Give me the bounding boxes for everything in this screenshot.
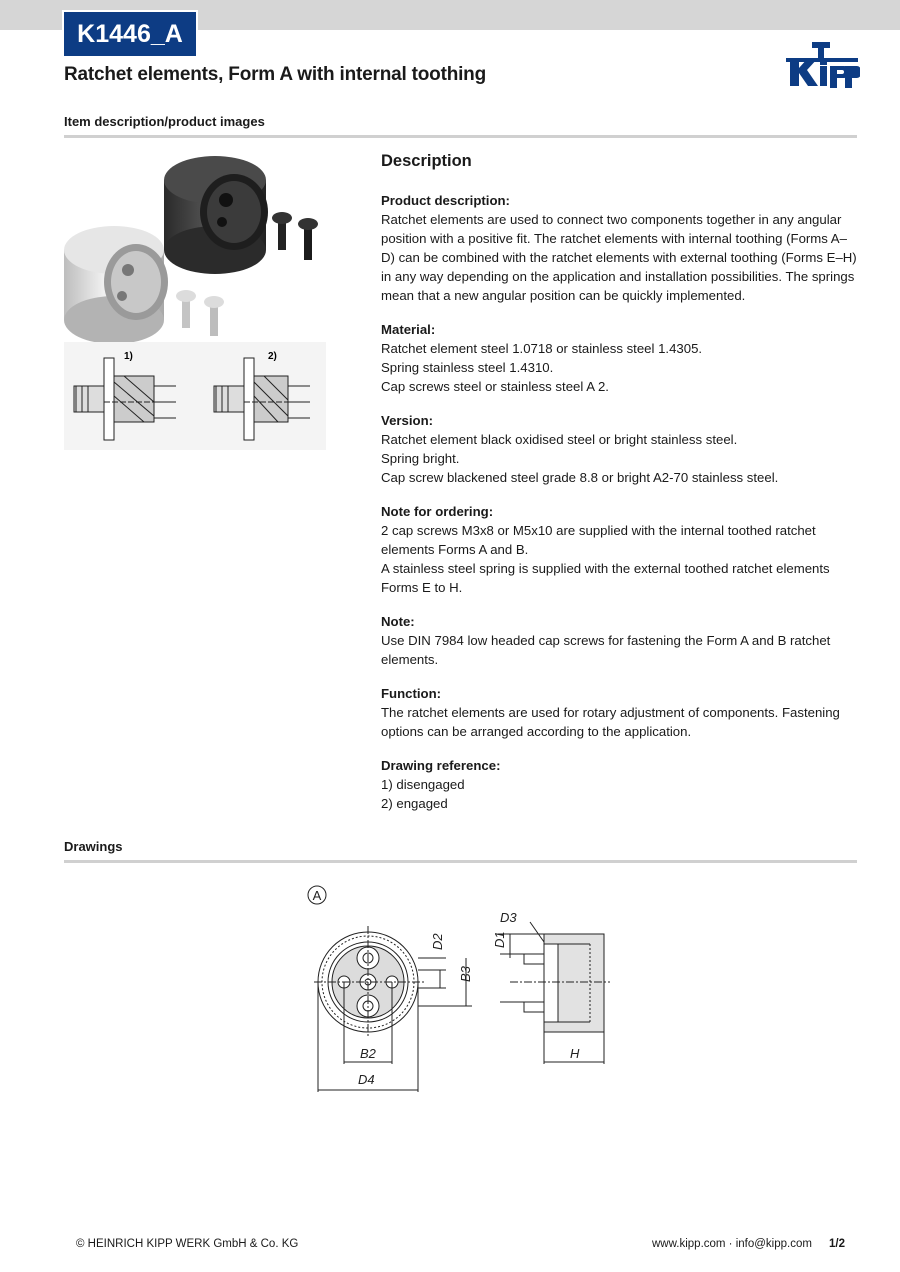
form-label: A bbox=[312, 888, 322, 903]
block-label: Version: bbox=[381, 413, 434, 428]
section-drawings: Drawings bbox=[64, 839, 857, 863]
block-text: Cap screw blackened steel grade 8.8 or bright A2-70 stainless steel. bbox=[381, 470, 779, 485]
material-block bbox=[381, 320, 857, 396]
product-photo bbox=[64, 150, 326, 345]
product-description-block bbox=[381, 191, 857, 305]
section-drawings-engaged-disengaged bbox=[64, 342, 326, 450]
dim-d1: D1 bbox=[492, 931, 507, 948]
block-label: Function: bbox=[381, 686, 442, 701]
block-label: Drawing reference: bbox=[381, 758, 501, 773]
ref-label-2: 2) bbox=[268, 351, 277, 362]
kipp-logo bbox=[784, 38, 860, 92]
block-text: Ratchet element black oxidised steel or bright stainless steel. bbox=[381, 432, 738, 447]
block-text: Spring bright. bbox=[381, 451, 460, 466]
description-heading: Description bbox=[381, 152, 472, 170]
block-label: Product description: bbox=[381, 193, 510, 208]
block-text: Ratchet element steel 1.0718 or stainless steel 1.4305. bbox=[381, 341, 703, 356]
function-block bbox=[381, 684, 857, 741]
version-block bbox=[381, 411, 857, 487]
footer-contact[interactable]: www.kipp.com · info@kipp.com bbox=[652, 1238, 812, 1250]
dim-b2: B2 bbox=[360, 1046, 376, 1061]
dim-b3: B3 bbox=[458, 966, 473, 982]
footer-copyright: © HEINRICH KIPP WERK GmbH & Co. KG bbox=[76, 1238, 299, 1250]
note-block bbox=[381, 612, 857, 669]
block-text: Use DIN 7984 low headed cap screws for fastening the Form A and B ratchet elements. bbox=[381, 633, 831, 667]
dim-d3: D3 bbox=[500, 910, 517, 925]
block-label: Material: bbox=[381, 322, 436, 337]
block-text: Cap screws steel or stainless steel A 2. bbox=[381, 379, 609, 394]
dim-d2: D2 bbox=[430, 933, 445, 950]
block-text: Ratchet elements are used to connect two components together in any angular position with a positive fit. The ratchet elements with internal toothing (Forms A–D) can be combined with the ratchet elements with external toothing (Forms E–H) in any way depending on the application and installation possibilities. The springs mean that a new angular position can be quickly implemented. bbox=[381, 212, 857, 303]
technical-drawing-form-a bbox=[300, 878, 620, 1098]
block-text: 2 cap screws M3x8 or M5x10 are supplied with the internal toothed ratchet elements Forms A and B. bbox=[381, 523, 816, 557]
ref-label-1: 1) bbox=[124, 351, 133, 362]
section-item-description: Item description/product images bbox=[64, 114, 857, 138]
block-text: The ratchet elements are used for rotary adjustment of components. Fastening options can be arranged according to the application. bbox=[381, 705, 840, 739]
block-label: Note: bbox=[381, 614, 415, 629]
description-panel bbox=[381, 152, 857, 828]
product-code-badge: K1446_A bbox=[64, 12, 196, 56]
dim-h: H bbox=[570, 1046, 580, 1061]
block-label: Note for ordering: bbox=[381, 504, 494, 519]
dim-d4: D4 bbox=[358, 1072, 375, 1087]
block-text: 2) engaged bbox=[381, 796, 448, 811]
ordering-note-block bbox=[381, 502, 857, 597]
block-text: Spring stainless steel 1.4310. bbox=[381, 360, 554, 375]
page-number: 1/2 bbox=[829, 1238, 845, 1250]
block-text: 1) disengaged bbox=[381, 777, 465, 792]
page-title: Ratchet elements, Form A with internal toothing bbox=[64, 64, 486, 85]
drawing-reference-block bbox=[381, 756, 857, 813]
block-text: A stainless steel spring is supplied with the external toothed ratchet elements Forms E to H. bbox=[381, 561, 830, 595]
